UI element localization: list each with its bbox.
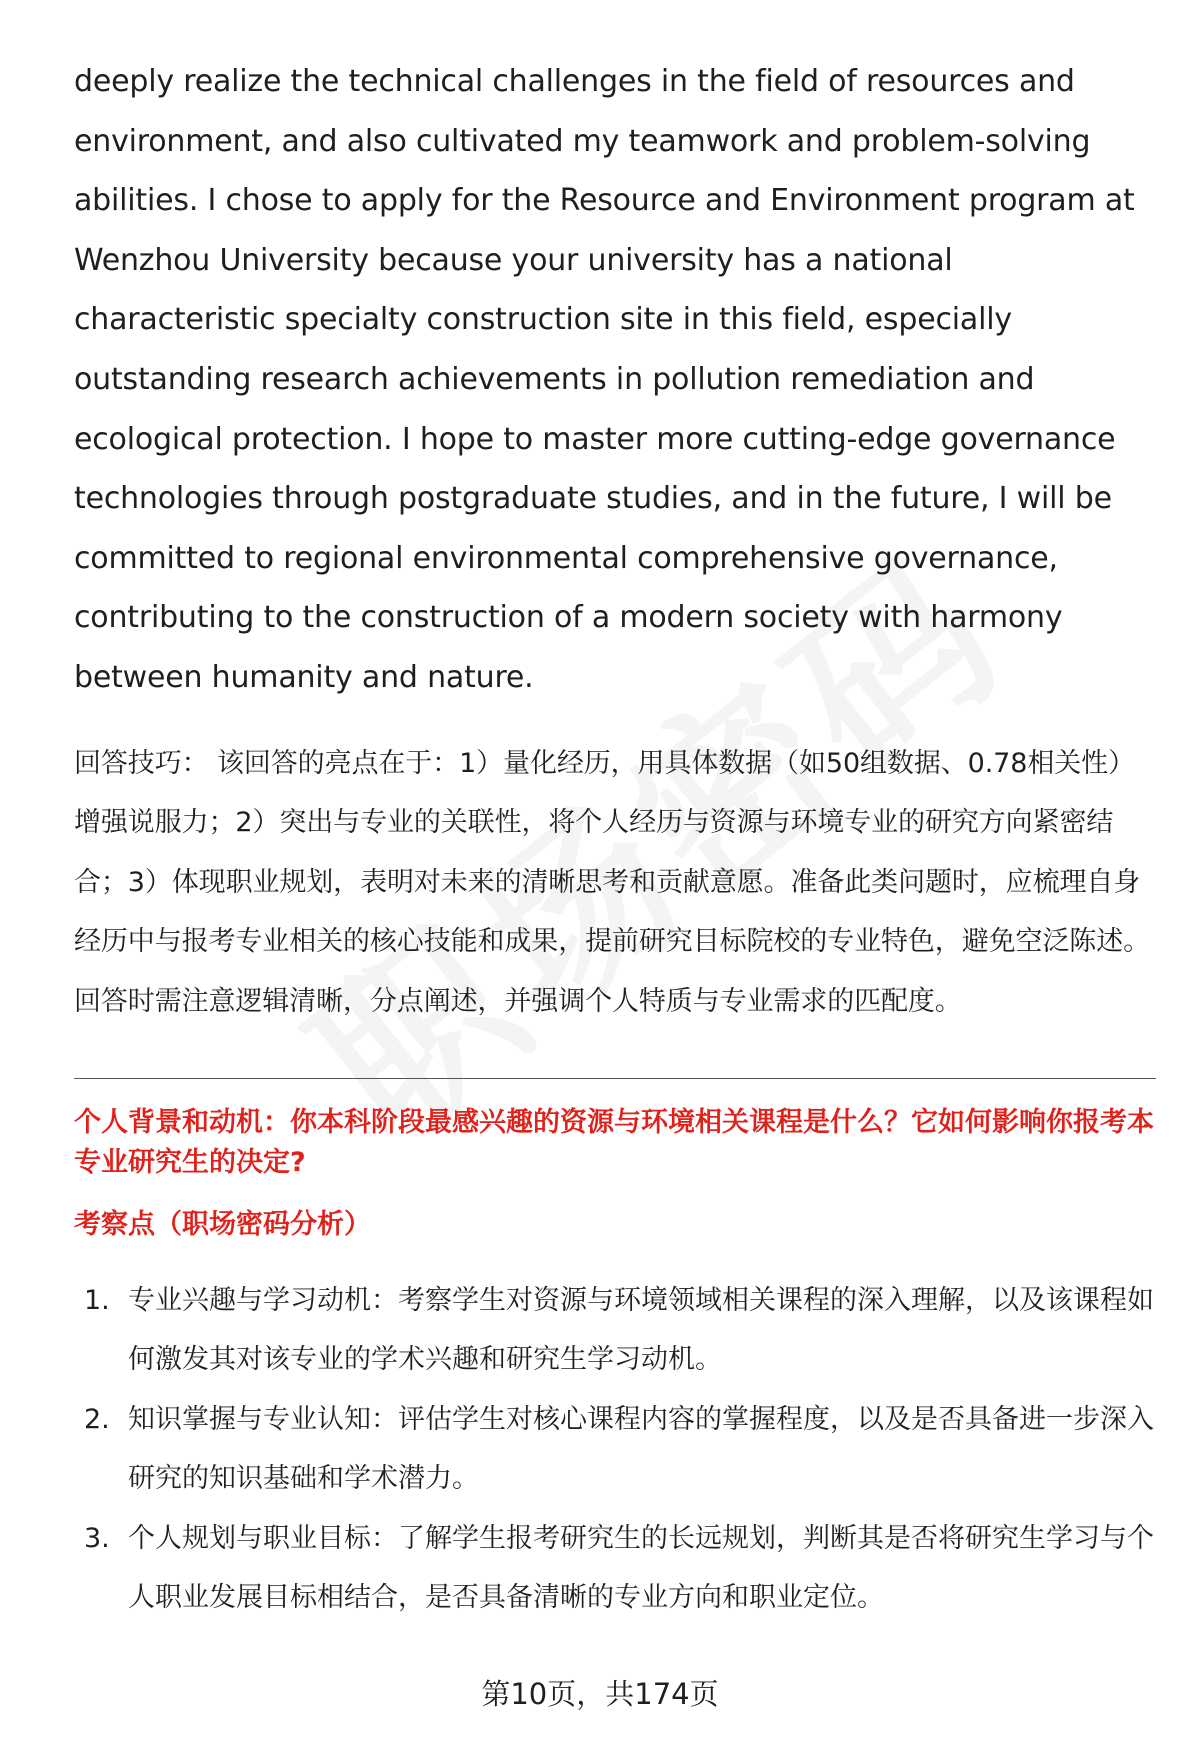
analysis-point-number: 3. — [84, 1522, 110, 1554]
section-divider — [74, 1078, 1156, 1079]
page-content — [74, 52, 1156, 1628]
analysis-point-3 — [74, 1509, 1156, 1628]
analysis-point-text: 知识掌握与专业认知：评估学生对核心课程内容的掌握程度，以及是否具备进一步深入研究的知识基础和学术潜力。 — [128, 1403, 1154, 1495]
answer-tips-paragraph — [74, 734, 1156, 1032]
analysis-point-text: 专业兴趣与学习动机：考察学生对资源与环境领域相关课程的深入理解，以及该课程如何激发其对该专业的学术兴趣和研究生学习动机。 — [128, 1284, 1154, 1376]
answer-tips-text: 该回答的亮点在于：1）量化经历，用具体数据（如50组数据、0.78相关性）增强说服力；2）突出与专业的关联性，将个人经历与资源与环境专业的研究方向紧密结合；3）体现职业规划，表明对未来的清晰思考和贡献意愿。准备此类问题时，应梳理自身经历中与报考专业相关的核心技能和成果，提前研究目标院校的专业特色，避免空泛陈述。回答时需注意逻辑清晰，分点阐述，并强调个人特质与专业需求的匹配度。 — [74, 747, 1150, 1017]
page-number-footer: 第10页，共174页 — [481, 1677, 719, 1711]
analysis-title: 考察点（职场密码分析） — [74, 1208, 371, 1240]
analysis-point-number: 1. — [84, 1284, 110, 1316]
analysis-point-2 — [74, 1390, 1156, 1509]
analysis-point-list — [74, 1271, 1156, 1629]
english-answer-paragraph: deeply realize the technical challenges in the field of resources and environment, and also cultivated my teamwork and problem-solving abilities. I chose to apply for the Resource and Environment program at Wenzhou University because your university has a national characteristic specialty construction site in this field, especially outstanding research achievements in pollution remediation and ecological protection. I hope to master more cutting-edge governance technologies through postgraduate studies, and in the future, I will be committed to regional environmental comprehensive governance, contributing to the construction of a modern society with harmony between humanity and nature. — [74, 64, 1135, 695]
analysis-point-text: 个人规划与职业目标：了解学生报考研究生的长远规划，判断其是否将研究生学习与个人职业发展目标相结合，是否具备清晰的专业方向和职业定位。 — [128, 1522, 1154, 1614]
question-heading: 个人背景和动机：你本科阶段最感兴趣的资源与环境相关课程是什么？它如何影响你报考本专业研究生的决定? — [74, 1106, 1154, 1178]
answer-tips-label: 回答技巧： — [74, 747, 209, 779]
analysis-point-number: 2. — [84, 1403, 110, 1435]
analysis-point-1 — [74, 1271, 1156, 1390]
